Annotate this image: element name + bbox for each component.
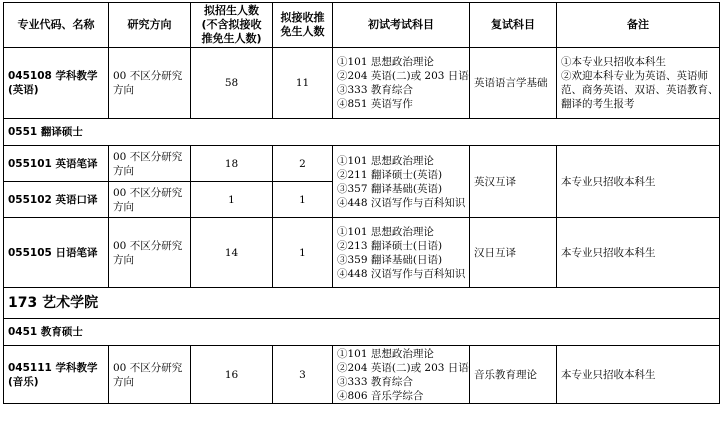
major-cell: 055102 英语口译 bbox=[4, 182, 109, 218]
exam-line: ①101 思想政治理论 bbox=[337, 56, 434, 68]
table-row bbox=[4, 48, 720, 119]
header-plan-line: 拟招生人数 bbox=[204, 4, 259, 17]
retest-cell: 汉日互译 bbox=[470, 218, 557, 288]
college-row bbox=[4, 288, 720, 319]
exam-line: ①101 思想政治理论 bbox=[337, 347, 434, 360]
exam-cell bbox=[333, 48, 470, 119]
header-recommended bbox=[273, 3, 333, 48]
plan-cell: 14 bbox=[191, 218, 273, 288]
exam-line: ④806 音乐学综合 bbox=[337, 389, 424, 402]
table-row bbox=[4, 346, 720, 404]
direction-cell: 00 不区分研究方向 bbox=[109, 218, 191, 288]
note-line: 范、商务英语、双语、英语教育、 bbox=[561, 84, 719, 96]
exam-line: ④448 汉语写作与百科知识 bbox=[337, 267, 466, 280]
major-cell bbox=[4, 346, 109, 404]
note-line: ①本专业只招收本科生 bbox=[561, 56, 666, 68]
exam-cell bbox=[333, 146, 470, 218]
exam-line: ③357 翻译基础(英语) bbox=[337, 182, 443, 195]
major-code: 045108 学科教学 bbox=[8, 70, 98, 82]
exam-line: ②204 英语(二)或 203 日语 bbox=[337, 70, 469, 82]
note-cell: 本专业只招收本科生 bbox=[557, 146, 720, 218]
note-cell bbox=[557, 48, 720, 119]
exam-line: ③333 教育综合 bbox=[337, 84, 413, 96]
exam-line: ③333 教育综合 bbox=[337, 375, 413, 388]
college-title: 173 艺术学院 bbox=[4, 288, 720, 319]
recommended-cell: 11 bbox=[273, 48, 333, 119]
header-row bbox=[4, 3, 720, 48]
section-row bbox=[4, 119, 720, 146]
recommended-cell: 2 bbox=[273, 146, 333, 182]
exam-cell bbox=[333, 346, 470, 404]
header-exam: 初试考试科目 bbox=[333, 3, 470, 48]
major-code: 045111 学科教学 bbox=[8, 361, 98, 374]
section-row bbox=[4, 319, 720, 346]
retest-cell: 音乐教育理论 bbox=[470, 346, 557, 404]
plan-cell: 1 bbox=[191, 182, 273, 218]
header-rec-line: 拟接收推 bbox=[280, 11, 325, 24]
exam-line: ②211 翻译硕士(英语) bbox=[337, 168, 443, 181]
admissions-table bbox=[3, 2, 720, 404]
header-rec-line: 免生人数 bbox=[280, 25, 325, 38]
plan-cell: 58 bbox=[191, 48, 273, 119]
header-plan-line: 推免生人数) bbox=[201, 32, 262, 45]
note-line: 翻译的考生报考 bbox=[561, 98, 635, 110]
exam-line: ③359 翻译基础(日语) bbox=[337, 253, 443, 266]
header-plan-line: (不含拟接收 bbox=[201, 18, 262, 31]
header-plan bbox=[191, 3, 273, 48]
section-title: 0551 翻译硕士 bbox=[4, 119, 720, 146]
direction-cell: 00 不区分研究方向 bbox=[109, 346, 191, 404]
note-cell: 本专业只招收本科生 bbox=[557, 218, 720, 288]
note-line: ②欢迎本科专业为英语、英语师 bbox=[561, 70, 708, 82]
exam-line: ①101 思想政治理论 bbox=[337, 225, 434, 238]
table-row bbox=[4, 146, 720, 182]
direction-cell: 00 不区分研究方向 bbox=[109, 146, 191, 182]
retest-cell: 英语语言学基础 bbox=[470, 48, 557, 119]
recommended-cell: 1 bbox=[273, 218, 333, 288]
exam-cell bbox=[333, 218, 470, 288]
major-code-suffix: (英语) bbox=[8, 84, 39, 96]
exam-line: ④448 汉语写作与百科知识 bbox=[337, 196, 466, 209]
section-title: 0451 教育硕士 bbox=[4, 319, 720, 346]
exam-line: ①101 思想政治理论 bbox=[337, 154, 434, 167]
recommended-cell: 3 bbox=[273, 346, 333, 404]
direction-cell: 00 不区分研究方向 bbox=[109, 182, 191, 218]
note-cell: 本专业只招收本科生 bbox=[557, 346, 720, 404]
exam-line: ②213 翻译硕士(日语) bbox=[337, 239, 443, 252]
header-note: 备注 bbox=[557, 3, 720, 48]
header-major: 专业代码、名称 bbox=[4, 3, 109, 48]
major-cell bbox=[4, 48, 109, 119]
header-direction: 研究方向 bbox=[109, 3, 191, 48]
major-code-suffix: (音乐) bbox=[8, 375, 39, 388]
retest-cell: 英汉互译 bbox=[470, 146, 557, 218]
major-cell: 055105 日语笔译 bbox=[4, 218, 109, 288]
exam-line: ④851 英语写作 bbox=[337, 98, 413, 110]
exam-line: ②204 英语(二)或 203 日语 bbox=[337, 361, 469, 374]
plan-cell: 16 bbox=[191, 346, 273, 404]
header-retest: 复试科目 bbox=[470, 3, 557, 48]
recommended-cell: 1 bbox=[273, 182, 333, 218]
plan-cell: 18 bbox=[191, 146, 273, 182]
table-row bbox=[4, 218, 720, 288]
direction-cell: 00 不区分研究方向 bbox=[109, 48, 191, 119]
major-cell: 055101 英语笔译 bbox=[4, 146, 109, 182]
